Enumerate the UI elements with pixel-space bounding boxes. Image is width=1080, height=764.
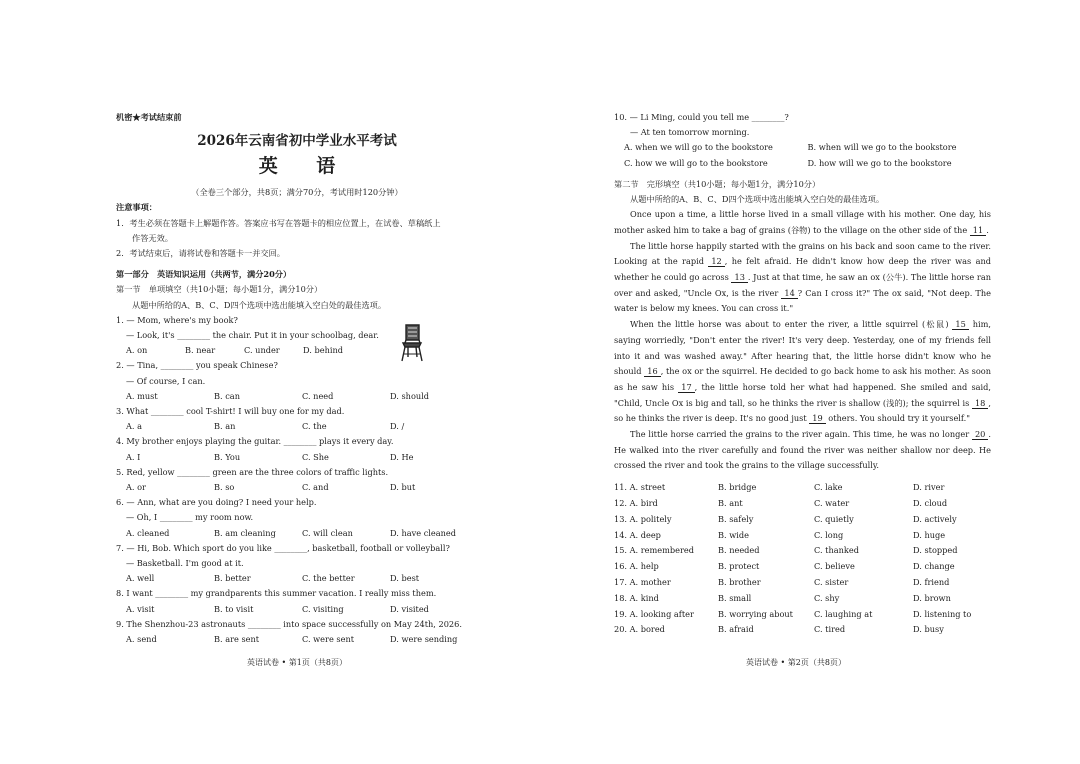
blank-17: 17	[678, 382, 694, 393]
question-5: 5. Red, yellow ________ green are the three colors of traffic lights. A. or B. so C. and D. but	[116, 465, 478, 495]
subject-title: 英 语	[258, 155, 352, 178]
page-footer: 英语试卷 • 第2页（共8页）	[746, 658, 846, 667]
section-instruction: 从题中所给的A、B、C、D四个选项中选出能填入空白处的最佳选项。	[132, 299, 387, 310]
options: A. on B. near C. under D. behind	[126, 345, 343, 356]
passage-paragraph: The little horse happily started with the grains on his back and soon came to the river. Looking at the rapid 12 , he felt afraid. He didn't know how deep the river was and whether he could go across 13 . Just at that time, he saw an ox (公牛). The little horse ran over and asked, "Uncle Ox, is the river 14 ? Can I cross it?" The ox said, "Not deep. The water is below my knees. You can cross it."	[614, 240, 991, 314]
options: A. when we will go to the bookstore B. when will we go to the bookstore	[624, 142, 957, 153]
page-footer: 英语试卷 • 第1页（共8页）	[247, 658, 347, 667]
question-3: 3. What ________ cool T-shirt! I will buy one for my dad. A. a B. an C. the D. /	[116, 404, 478, 434]
page-1	[116, 110, 478, 647]
part-heading: 第一部分 英语知识运用（共两节，满分20分）	[116, 269, 292, 280]
options: A. must B. can C. need D. should	[126, 390, 430, 401]
section-heading: 第一节 单项填空（共10小题；每小题1分，满分10分）	[116, 284, 323, 295]
question-7: 7. — Hi, Bob. Which sport do you like ________, basketball, football or volleyball? — Basketball. I'm good at it. A. well B. better C. the better D. best	[116, 541, 478, 587]
question-8: 8. I want ________ my grandparents this summer vacation. I really miss them. A. visit B. to visit C. visiting D. visited	[116, 586, 478, 616]
notice-item: 2．考试结束后，请将试卷和答题卡一并交回。	[116, 248, 285, 259]
blank-11: 11	[970, 225, 986, 236]
options: A. a B. an C. the D. /	[126, 421, 405, 432]
notice-item: 1．考生必须在答题卡上解题作答。答案应书写在答题卡的相应位置上，在试卷、草稿纸上	[116, 217, 441, 228]
blank-19: 19	[809, 413, 825, 424]
passage-paragraph: The little horse carried the grains to the river again. This time, he was no longer 20 . He walked into the river carefully and found the river was neither shallow nor deep. He crossed the river and took the grains to the village successfully.	[614, 429, 991, 471]
options: A. visit B. to visit C. visiting D. visited	[126, 603, 429, 614]
question-10: 10. — Li Ming, could you tell me ________? — At ten tomorrow morning. A. when we will go to the bookstore B. when will we go to the bookstore C. how we will go to the bookstore D. how will we go to the bookstore	[614, 110, 991, 171]
notice-title: 注意事项：	[116, 202, 157, 213]
notice-item: 作答无效。	[132, 232, 173, 243]
page-2	[614, 110, 991, 638]
question-9: 9. The Shenzhou-23 astronauts ________ into space successfully on May 24th, 2026. A. send B. are sent C. were sent D. were sending	[116, 617, 478, 647]
passage-paragraph: Once upon a time, a little horse lived in a small village with his mother. One day, his mother asked him to take a bag of grains (谷物) to the village on the other side of the 11 .	[614, 209, 991, 235]
section-instruction: 从题中所给的A、B、C、D四个选项中选出能填入空白处的最佳选项。	[630, 194, 885, 205]
blank-20: 20	[972, 429, 988, 440]
options: C. how we will go to the bookstore D. how will we go to the bookstore	[624, 157, 952, 168]
options: A. send B. are sent C. were sent D. were sending	[126, 634, 458, 645]
blank-14: 14	[781, 288, 797, 299]
exam-note: （全卷三个部分，共8页；满分70分，考试用时120分钟）	[191, 187, 403, 198]
cloze-options: 11. A. street B. bridge C. lake D. river 12. A. bird B. ant C. water D. cloud 13. A. politely B. safely C. quietly D. actively 14. A. deep B. wide C. long D. huge 15. A. remembered B. needed C. thanked D. stopped 16. A. help B. protect C. believe D. change 17. A. mother B. brother C. sister D. friend 18. A. kind B. small C. shy D. brown 19. A. looking after B. worrying about C. laughing at D. listening to 20. A. bored B. afraid C. tired D. busy	[614, 482, 972, 635]
passage-paragraph: When the little horse was about to enter the river, a little squirrel (松鼠) 15 him, saying worriedly, "Don't enter the river! It's very deep. Yesterday, one of my friends fell into it and was washed away." After hearing that, the little horse didn't know who he should 16 , the ox or the squirrel. He decided to go back home to ask his mother. As soon as he saw his 17 , the little horse told her what had happened. She smiled and said, "Child, Uncle Ox is big and tall, so he thinks the river is shallow (浅的); the squirrel is 18 , so he thinks the river is deep. It's no good just 19 others. You should try it yourself."	[614, 319, 992, 424]
question-6: 6. — Ann, what are you doing? I need your help. — Oh, I ________ my room now. A. cleaned B. am cleaning C. will clean D. have cleaned	[116, 495, 478, 541]
question-2: 2. — Tina, ________ you speak Chinese? — Of course, I can. A. must B. can C. need D. should	[116, 358, 478, 404]
blank-15: 15	[952, 319, 968, 330]
blank-12: 12	[708, 256, 724, 267]
exam-title: 2026年云南省初中学业水平考试	[197, 133, 397, 150]
options: A. I B. You C. She D. He	[126, 451, 414, 462]
confidential-mark: 机密★考试结束前	[116, 112, 182, 122]
blank-18: 18	[972, 398, 988, 409]
question-4: 4. My brother enjoys playing the guitar. ________ plays it every day. A. I B. You C. She D. He	[116, 434, 478, 464]
blank-16: 16	[644, 366, 660, 377]
options: A. well B. better C. the better D. best	[126, 573, 420, 584]
section-heading: 第二节 完形填空（共10小题；每小题1分，满分10分）	[614, 178, 821, 189]
question-1: 1. — Mom, where's my book? — Look, it's ________ the chair. Put it in your schoolbag, dear. A. on B. near C. under D. behind	[116, 313, 478, 359]
blank-13: 13	[731, 272, 747, 283]
options: A. or B. so C. and D. but	[126, 482, 416, 493]
options: A. cleaned B. am cleaning C. will clean D. have cleaned	[126, 527, 456, 538]
chair-illustration	[399, 323, 425, 363]
cloze-passage	[614, 207, 991, 474]
